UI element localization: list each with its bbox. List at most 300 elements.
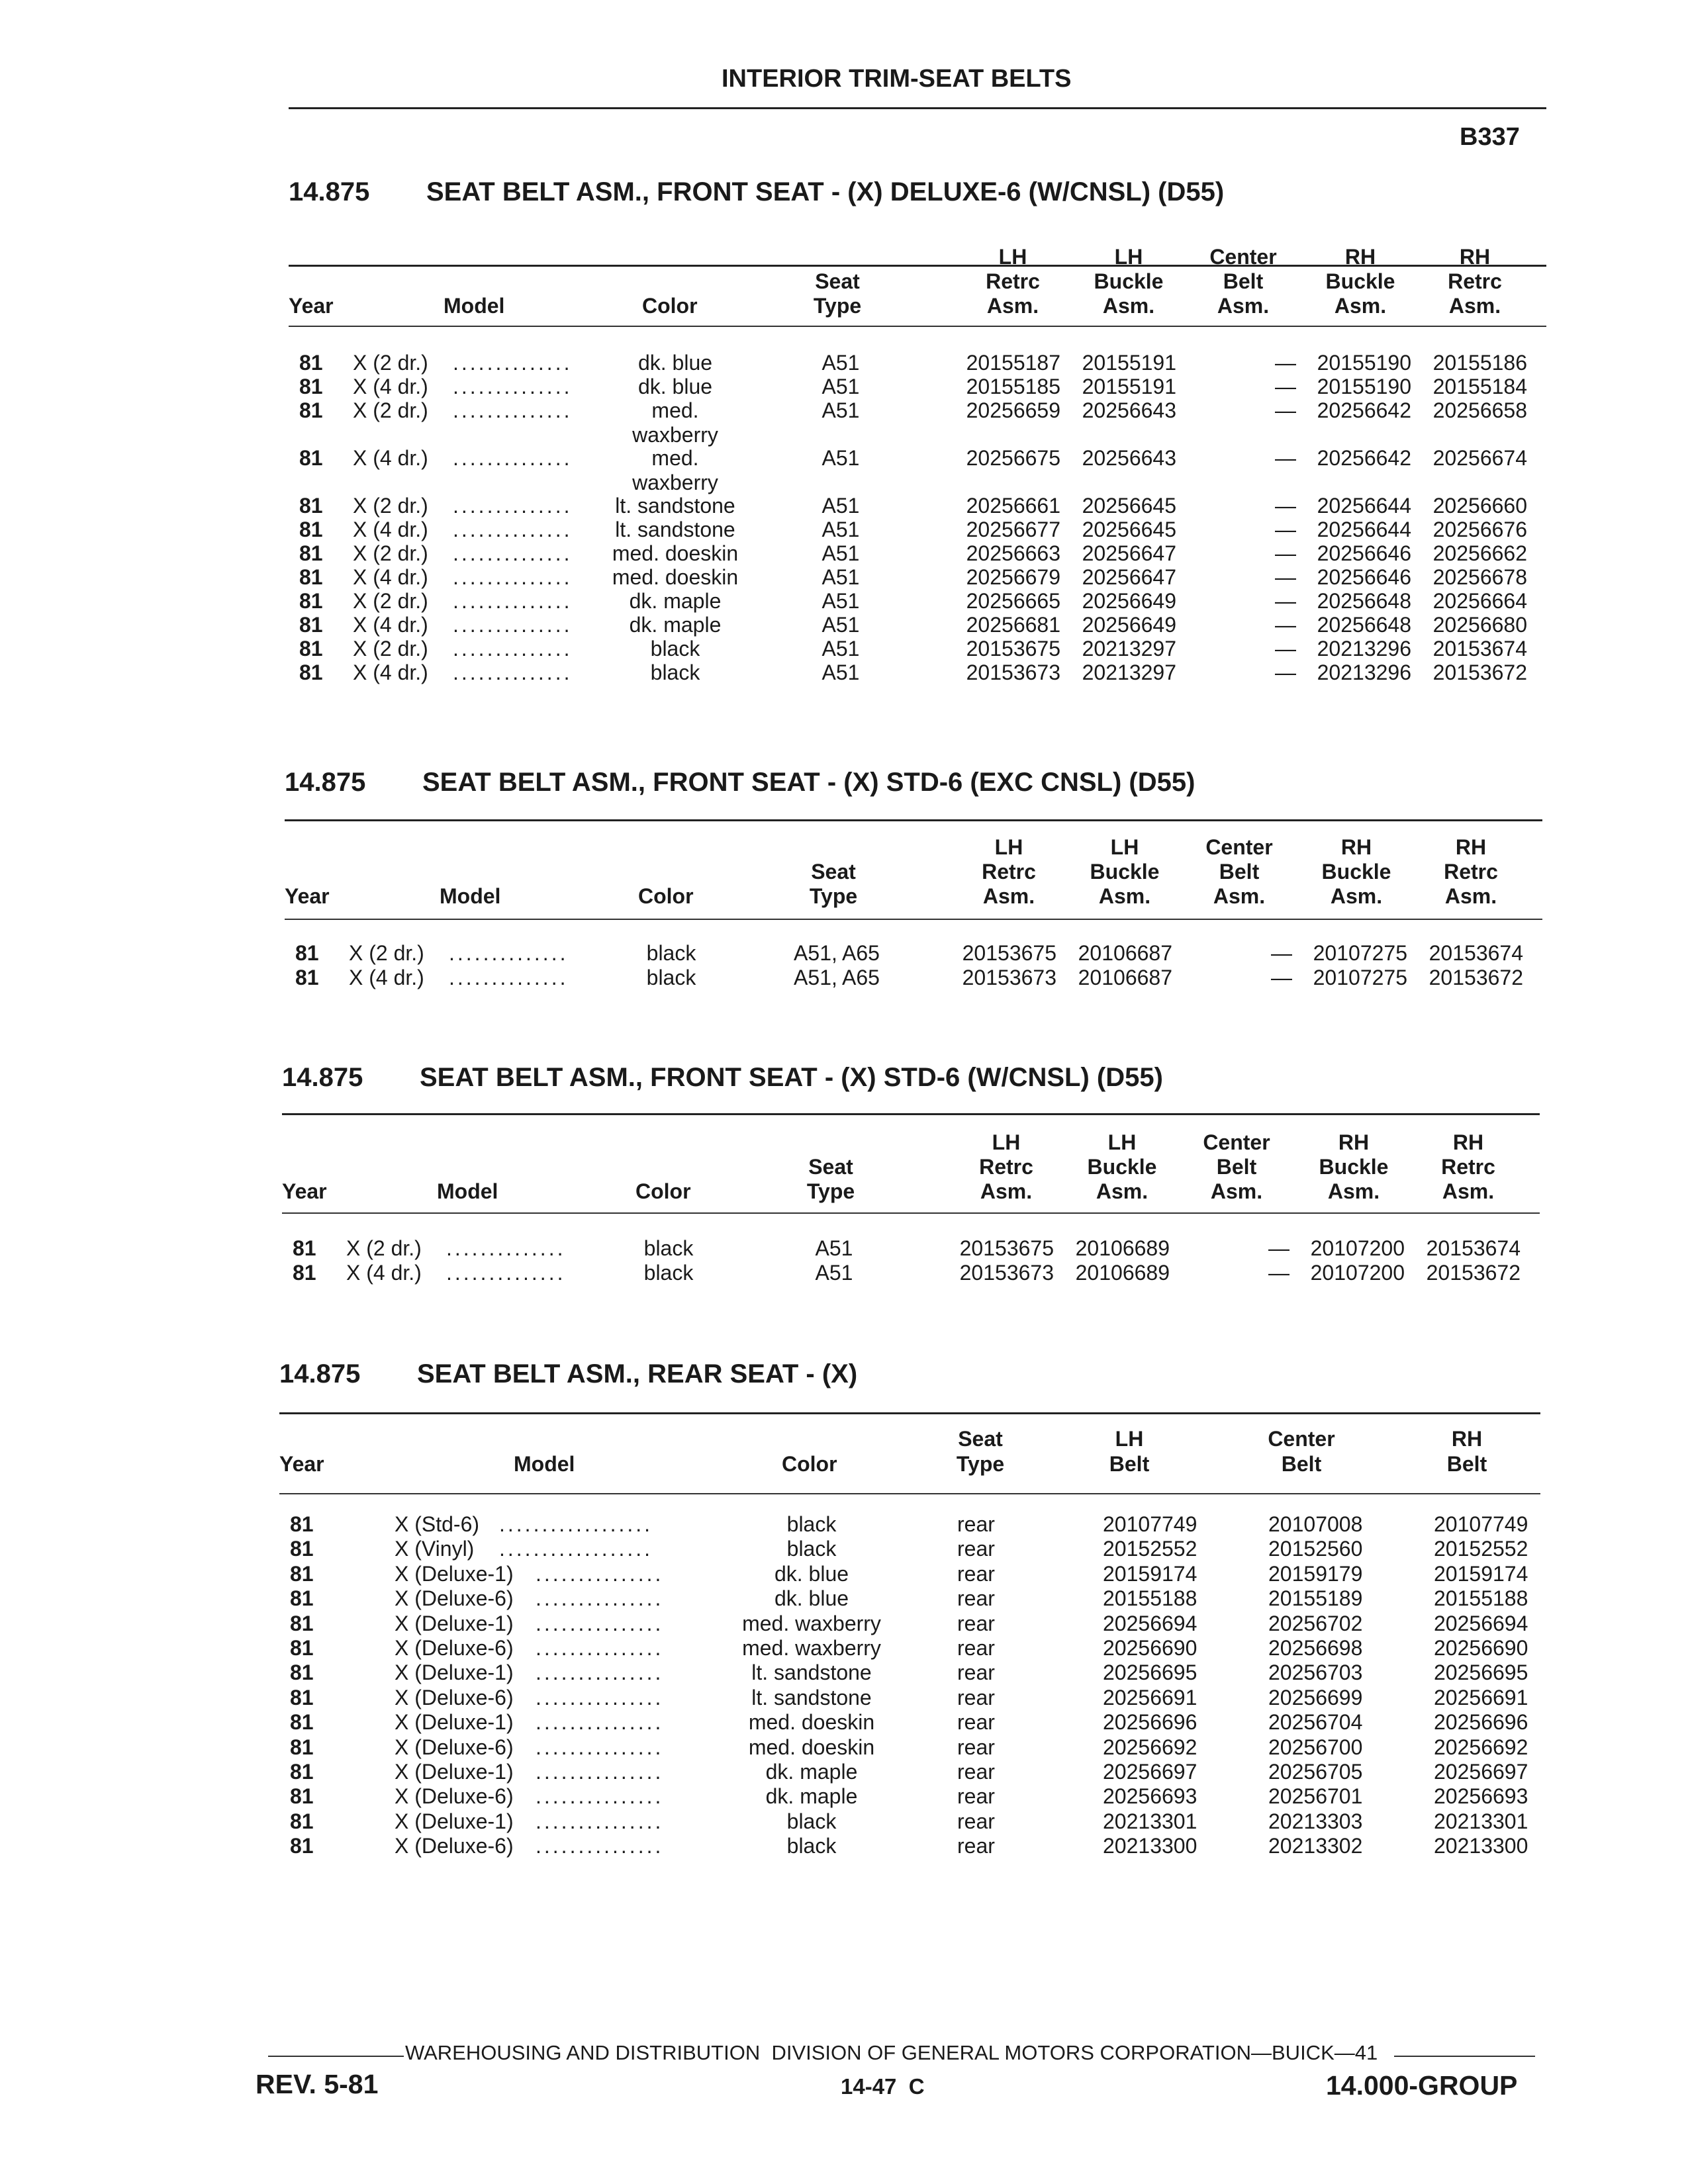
- cell-year: 81: [293, 1236, 316, 1260]
- cell-model: X (4 dr.): [353, 565, 428, 589]
- cell-year: 81: [290, 1636, 314, 1660]
- cell-lh-retrc: 20153673: [966, 660, 1060, 684]
- table-row: [0, 1710, 1688, 1735]
- cell-lh-retrc: 20153675: [962, 941, 1056, 965]
- cell-center-belt: 20256701: [1268, 1784, 1363, 1808]
- section-number: 14.875: [279, 1359, 361, 1388]
- cell-center-belt: 20256702: [1268, 1612, 1363, 1635]
- cell-rh-belt: 20256690: [1434, 1636, 1528, 1660]
- col-header-seat-type: Type: [806, 1179, 855, 1203]
- cell-color: black: [786, 1834, 837, 1858]
- cell-rh-buckle: 20256642: [1317, 446, 1411, 470]
- cell-lh-retrc: 20153673: [959, 1261, 1054, 1285]
- cell-center-belt: 20155189: [1268, 1586, 1363, 1610]
- cell-lh-retrc: 20153675: [959, 1236, 1054, 1260]
- col-header-year: Year: [285, 884, 330, 908]
- col-header-center: Asm.: [1210, 1179, 1263, 1203]
- col-header-lh-buckle: LH: [1114, 245, 1143, 269]
- section-heading: SEAT BELT ASM., FRONT SEAT - (X) STD-6 (W/CNSL) (D55): [420, 1063, 1163, 1092]
- cell-year: 81: [299, 446, 323, 470]
- cell-year: 81: [290, 1784, 314, 1808]
- col-header-center: Asm.: [1213, 884, 1266, 908]
- cell-color: dk. maple: [629, 613, 722, 637]
- cell-rh-belt: 20256693: [1434, 1784, 1528, 1808]
- col-header-lh-retrc: Retrc: [979, 1155, 1033, 1179]
- col-header-rh: Belt: [1446, 1452, 1487, 1476]
- cell-model: X (2 dr.): [353, 541, 428, 565]
- cell-model: X (2 dr.): [353, 494, 428, 518]
- col-header-rh-buckle: RH: [1344, 245, 1376, 269]
- cell-lh-belt: 20256696: [1103, 1710, 1197, 1734]
- cell-rh-buckle: 20256646: [1317, 565, 1411, 589]
- table-row: [0, 1760, 1688, 1784]
- cell-year: 81: [290, 1537, 314, 1561]
- cell-year: 81: [299, 518, 323, 541]
- cell-rh-buckle: 20107200: [1310, 1261, 1405, 1285]
- cell-model: X (4 dr.): [353, 660, 428, 684]
- cell-model: X (4 dr.): [353, 446, 428, 470]
- col-header-rh-buckle: Buckle: [1321, 860, 1391, 884]
- footer-rule-left: [268, 2056, 404, 2057]
- cell-model: X (2 dr.): [346, 1236, 422, 1260]
- cell-model: X (Deluxe-6): [395, 1686, 514, 1709]
- cell-lh-buckle: 20213297: [1082, 660, 1176, 684]
- col-header-color: Color: [635, 1179, 691, 1203]
- leader-dots: ...............: [536, 1586, 664, 1610]
- cell-center: —: [1275, 637, 1296, 660]
- col-header-year: Year: [279, 1452, 324, 1476]
- cell-lh-retrc: 20256681: [966, 613, 1060, 637]
- leader-dots: ..............: [446, 1261, 566, 1285]
- leader-dots: ..............: [453, 660, 573, 684]
- cell-rh-retrc: 20256678: [1432, 565, 1527, 589]
- leader-dots: ..................: [499, 1537, 653, 1561]
- table-row: [0, 1661, 1688, 1685]
- leader-dots: ..............: [453, 565, 573, 589]
- cell-rh-belt: 20256697: [1434, 1760, 1528, 1784]
- col-header-center: Belt: [1223, 269, 1264, 293]
- col-header-center: Belt: [1281, 1452, 1322, 1476]
- cell-seat-type: A51: [821, 351, 860, 375]
- leader-dots: ...............: [536, 1760, 664, 1784]
- cell-seat-type: A51: [815, 1261, 853, 1285]
- leader-dots: ..............: [453, 398, 573, 422]
- cell-model: X (2 dr.): [353, 637, 428, 660]
- section-title: [289, 177, 1224, 207]
- col-header-rh-retrc: Retrc: [1448, 269, 1502, 293]
- cell-rh-buckle: 20256648: [1317, 589, 1411, 613]
- cell-center-belt: 20213303: [1268, 1809, 1363, 1833]
- cell-year: 81: [299, 660, 323, 684]
- cell-lh-retrc: 20256677: [966, 518, 1060, 541]
- col-header-rh-buckle: RH: [1338, 1130, 1370, 1154]
- col-header-rh-buckle: Buckle: [1319, 1155, 1389, 1179]
- cell-color: black: [786, 1512, 837, 1536]
- cell-model: X (Deluxe-1): [395, 1760, 514, 1784]
- cell-rh-retrc: 20153674: [1426, 1236, 1521, 1260]
- cell-seat-type: A51: [821, 565, 860, 589]
- footer-division-line: WAREHOUSING AND DISTRIBUTION DIVISION OF GENERAL MOTORS CORPORATION—BUICK—41: [405, 2041, 1378, 2064]
- cell-seat-type: rear: [957, 1710, 995, 1734]
- col-header-lh-retrc: LH: [994, 835, 1023, 859]
- leader-dots: ...............: [536, 1686, 664, 1709]
- section-number: 14.875: [285, 768, 366, 797]
- col-header-lh-retrc: LH: [998, 245, 1027, 269]
- cell-model: X (Deluxe-1): [395, 1661, 514, 1684]
- leader-dots: ..............: [453, 375, 573, 398]
- cell-rh-retrc: 20153674: [1432, 637, 1527, 660]
- cell-lh-buckle: 20256647: [1082, 541, 1176, 565]
- cell-year: 81: [299, 375, 323, 398]
- table-row: [0, 1586, 1688, 1611]
- cell-lh-buckle: 20256645: [1082, 518, 1176, 541]
- col-header-lh-buckle: Asm.: [1096, 1179, 1149, 1203]
- table-row: [0, 1612, 1688, 1636]
- cell-rh-belt: 20152552: [1434, 1537, 1528, 1561]
- cell-center: —: [1275, 351, 1296, 375]
- cell-center: —: [1275, 375, 1296, 398]
- cell-center-belt: 20256703: [1268, 1661, 1363, 1684]
- leader-dots: ..............: [453, 518, 573, 541]
- table-row: [0, 375, 1688, 399]
- header-rule: [289, 107, 1546, 109]
- col-header-color: Color: [782, 1452, 837, 1476]
- cell-color: dk. maple: [629, 589, 722, 613]
- cell-color: black: [786, 1537, 837, 1561]
- col-header-center: Center: [1268, 1427, 1335, 1451]
- table-row: [0, 494, 1688, 518]
- cell-center: —: [1275, 660, 1296, 684]
- cell-year: 81: [290, 1661, 314, 1684]
- cell-color: black: [650, 637, 700, 660]
- leader-dots: ..............: [453, 637, 573, 660]
- cell-color: black: [646, 966, 696, 989]
- cell-center-belt: 20256705: [1268, 1760, 1363, 1784]
- col-header-lh-retrc: Retrc: [986, 269, 1040, 293]
- cell-model: X (4 dr.): [346, 1261, 422, 1285]
- cell-rh-belt: 20159174: [1434, 1562, 1528, 1586]
- leader-dots: ..............: [453, 446, 573, 470]
- col-header-lh-retrc: Asm.: [982, 884, 1035, 908]
- leader-dots: ..............: [453, 494, 573, 518]
- cell-rh-belt: 20256695: [1434, 1661, 1528, 1684]
- cell-lh-belt: 20155188: [1103, 1586, 1197, 1610]
- cell-lh-buckle: 20106689: [1075, 1236, 1170, 1260]
- cell-color: lt. sandstone: [615, 518, 735, 541]
- leader-dots: ..............: [453, 351, 573, 375]
- cell-seat-type: A51: [821, 446, 860, 470]
- cell-model: X (2 dr.): [353, 398, 428, 422]
- col-header-year: Year: [289, 294, 334, 318]
- cell-model: X (4 dr.): [349, 966, 424, 989]
- col-header-rh-buckle: Asm.: [1334, 294, 1387, 318]
- cell-year: 81: [299, 351, 323, 375]
- cell-color: med. doeskin: [612, 565, 739, 589]
- leader-dots: ..............: [449, 966, 569, 989]
- cell-color: black: [643, 1261, 694, 1285]
- cell-center: —: [1268, 1236, 1289, 1260]
- footer-group: 14.000-GROUP: [1326, 2070, 1518, 2101]
- cell-model: X (2 dr.): [353, 351, 428, 375]
- cell-year: 81: [290, 1512, 314, 1536]
- cell-year: 81: [299, 565, 323, 589]
- cell-year: 81: [295, 966, 319, 989]
- col-header-center: Center: [1209, 245, 1277, 269]
- cell-center: —: [1275, 589, 1296, 613]
- cell-center: —: [1271, 966, 1292, 989]
- cell-lh-belt: 20213300: [1103, 1834, 1197, 1858]
- cell-lh-belt: 20256695: [1103, 1661, 1197, 1684]
- cell-color: lt. sandstone: [615, 494, 735, 518]
- section-top-rule: [279, 1412, 1540, 1414]
- header-bottom-rule: [285, 919, 1542, 920]
- cell-lh-belt: 20107749: [1103, 1512, 1197, 1536]
- leader-dots: ...............: [536, 1784, 664, 1808]
- col-header-model: Model: [437, 1179, 498, 1203]
- footer-page-number: 14-47 C: [841, 2074, 925, 2099]
- cell-lh-retrc: 20155185: [966, 375, 1060, 398]
- leader-dots: ...............: [536, 1735, 664, 1759]
- col-header-lh-buckle: Buckle: [1087, 1155, 1157, 1179]
- footer-rule-right: [1394, 2056, 1535, 2057]
- cell-color: med. waxberry: [742, 1612, 881, 1635]
- cell-lh-buckle: 20106687: [1078, 941, 1172, 965]
- cell-model: X (2 dr.): [349, 941, 424, 965]
- cell-lh-retrc: 20256679: [966, 565, 1060, 589]
- cell-color: dk. blue: [774, 1562, 849, 1586]
- cell-rh-buckle: 20107200: [1310, 1236, 1405, 1260]
- cell-center: —: [1275, 518, 1296, 541]
- cell-model: X (Vinyl): [395, 1537, 475, 1561]
- table-row: [0, 1537, 1688, 1561]
- col-header-center: Belt: [1216, 1155, 1257, 1179]
- cell-color-line2: waxberry: [632, 471, 718, 494]
- col-header-lh-buckle: Asm.: [1102, 294, 1155, 318]
- col-header-center: Asm.: [1217, 294, 1270, 318]
- table-row: [0, 966, 1688, 990]
- section-top-rule: [282, 1113, 1540, 1115]
- leader-dots: ..............: [449, 941, 569, 965]
- cell-seat-type: rear: [957, 1686, 995, 1709]
- cell-lh-buckle: 20213297: [1082, 637, 1176, 660]
- cell-lh-belt: 20159174: [1103, 1562, 1197, 1586]
- cell-center-belt: 20213302: [1268, 1834, 1363, 1858]
- cell-seat-type: rear: [957, 1784, 995, 1808]
- cell-center-belt: 20256698: [1268, 1636, 1363, 1660]
- cell-rh-retrc: 20256664: [1432, 589, 1527, 613]
- col-header-color: Color: [638, 884, 694, 908]
- cell-color: dk. blue: [774, 1586, 849, 1610]
- cell-rh-retrc: 20256674: [1432, 446, 1527, 470]
- col-header-rh-buckle: RH: [1340, 835, 1372, 859]
- table-row: [0, 1512, 1688, 1537]
- cell-rh-retrc: 20256660: [1432, 494, 1527, 518]
- leader-dots: ...............: [536, 1834, 664, 1858]
- cell-seat-type: rear: [957, 1537, 995, 1561]
- col-header-rh-retrc: RH: [1459, 245, 1491, 269]
- cell-lh-buckle: 20256649: [1082, 613, 1176, 637]
- cell-seat-type: rear: [957, 1612, 995, 1635]
- section-title: [285, 768, 1195, 797]
- cell-lh-buckle: 20106687: [1078, 966, 1172, 989]
- cell-rh-retrc: 20153674: [1429, 941, 1523, 965]
- col-header-lh-buckle: LH: [1107, 1130, 1137, 1154]
- cell-model: X (Deluxe-1): [395, 1809, 514, 1833]
- cell-lh-buckle: 20256643: [1082, 446, 1176, 470]
- cell-color: black: [650, 660, 700, 684]
- table-row: [0, 351, 1688, 375]
- col-header-seat-type: Seat: [811, 860, 856, 884]
- table-row: [0, 565, 1688, 590]
- cell-color: black: [646, 941, 696, 965]
- table-row: [0, 446, 1688, 494]
- cell-year: 81: [290, 1586, 314, 1610]
- cell-color: black: [643, 1236, 694, 1260]
- col-header-model: Model: [444, 294, 505, 318]
- cell-rh-buckle: 20256642: [1317, 398, 1411, 422]
- header-bottom-rule: [282, 1212, 1540, 1214]
- cell-lh-retrc: 20155187: [966, 351, 1060, 375]
- leader-dots: ..............: [453, 589, 573, 613]
- table-row: [0, 1686, 1688, 1710]
- cell-rh-retrc: 20155184: [1432, 375, 1527, 398]
- leader-dots: ..............: [446, 1236, 566, 1260]
- cell-year: 81: [290, 1735, 314, 1759]
- col-header-lh-buckle: Buckle: [1094, 269, 1164, 293]
- cell-seat-type: A51, A65: [794, 941, 880, 965]
- cell-year: 81: [299, 541, 323, 565]
- cell-rh-belt: 20256691: [1434, 1686, 1528, 1709]
- cell-color: lt. sandstone: [751, 1686, 872, 1709]
- cell-year: 81: [299, 494, 323, 518]
- cell-rh-retrc: 20153672: [1426, 1261, 1521, 1285]
- col-header-rh-retrc: RH: [1452, 1130, 1484, 1154]
- leader-dots: ..................: [499, 1512, 653, 1536]
- cell-lh-retrc: 20256659: [966, 398, 1060, 422]
- cell-seat-type: A51: [821, 637, 860, 660]
- cell-model: X (2 dr.): [353, 589, 428, 613]
- table-row: [0, 1784, 1688, 1809]
- col-header-color: Color: [642, 294, 698, 318]
- cell-rh-buckle: 20213296: [1317, 660, 1411, 684]
- cell-rh-buckle: 20107275: [1313, 966, 1407, 989]
- section-number: 14.875: [289, 177, 370, 206]
- cell-lh-belt: 20256693: [1103, 1784, 1197, 1808]
- cell-rh-retrc: 20153672: [1432, 660, 1527, 684]
- leader-dots: ...............: [536, 1636, 664, 1660]
- cell-year: 81: [299, 613, 323, 637]
- col-header-lh-buckle: Asm.: [1098, 884, 1151, 908]
- cell-color: med. doeskin: [748, 1735, 875, 1759]
- leader-dots: ...............: [536, 1710, 664, 1734]
- col-header-model: Model: [514, 1452, 575, 1476]
- cell-center: —: [1271, 941, 1292, 965]
- cell-model: X (Std-6): [395, 1512, 480, 1536]
- cell-color: dk. blue: [637, 351, 713, 375]
- col-header-seat-type: Seat: [958, 1427, 1003, 1451]
- table-row: [0, 941, 1688, 966]
- cell-seat-type: A51: [821, 375, 860, 398]
- cell-model: X (4 dr.): [353, 375, 428, 398]
- leader-dots: ..............: [453, 541, 573, 565]
- cell-year: 81: [299, 398, 323, 422]
- page-code: B337: [1460, 123, 1520, 151]
- col-header-rh-buckle: Asm.: [1327, 1179, 1380, 1203]
- cell-year: 81: [290, 1809, 314, 1833]
- cell-color: dk. maple: [765, 1760, 858, 1784]
- cell-rh-buckle: 20256644: [1317, 494, 1411, 518]
- cell-color: dk. blue: [637, 375, 713, 398]
- section-heading: SEAT BELT ASM., FRONT SEAT - (X) STD-6 (EXC CNSL) (D55): [422, 768, 1196, 797]
- cell-model: X (Deluxe-1): [395, 1710, 514, 1734]
- cell-seat-type: rear: [957, 1512, 995, 1536]
- cell-color: med. doeskin: [748, 1710, 875, 1734]
- cell-year: 81: [290, 1686, 314, 1709]
- col-header-lh-retrc: Retrc: [982, 860, 1036, 884]
- cell-seat-type: A51: [821, 660, 860, 684]
- cell-seat-type: A51: [821, 494, 860, 518]
- col-header-rh-retrc: Asm.: [1442, 1179, 1495, 1203]
- cell-lh-belt: 20256694: [1103, 1612, 1197, 1635]
- cell-year: 81: [290, 1834, 314, 1858]
- cell-year: 81: [290, 1710, 314, 1734]
- col-header-seat-type: Type: [813, 294, 862, 318]
- col-header-center: Center: [1203, 1130, 1270, 1154]
- cell-year: 81: [293, 1261, 316, 1285]
- col-header-rh-buckle: Buckle: [1325, 269, 1395, 293]
- col-header-model: Model: [440, 884, 501, 908]
- col-header-rh-retrc: Retrc: [1444, 860, 1498, 884]
- table-row: [0, 518, 1688, 542]
- leader-dots: ...............: [536, 1661, 664, 1684]
- cell-lh-buckle: 20106689: [1075, 1261, 1170, 1285]
- cell-seat-type: rear: [957, 1834, 995, 1858]
- cell-center-belt: 20256704: [1268, 1710, 1363, 1734]
- cell-seat-type: A51: [821, 541, 860, 565]
- cell-model: X (Deluxe-6): [395, 1636, 514, 1660]
- cell-center: —: [1275, 565, 1296, 589]
- cell-rh-buckle: 20155190: [1317, 375, 1411, 398]
- section-heading: SEAT BELT ASM., REAR SEAT - (X): [417, 1359, 858, 1388]
- col-header-rh: RH: [1451, 1427, 1483, 1451]
- cell-lh-belt: 20256692: [1103, 1735, 1197, 1759]
- col-header-rh-retrc: Asm.: [1448, 294, 1501, 318]
- table-row: [0, 1636, 1688, 1661]
- cell-lh-buckle: 20155191: [1082, 375, 1176, 398]
- cell-center-belt: 20256699: [1268, 1686, 1363, 1709]
- cell-seat-type: A51: [815, 1236, 853, 1260]
- cell-lh-buckle: 20256647: [1082, 565, 1176, 589]
- table-row: [0, 589, 1688, 614]
- col-header-lh-buckle: Buckle: [1090, 860, 1160, 884]
- cell-seat-type: A51: [821, 398, 860, 422]
- table-row: [0, 660, 1688, 685]
- cell-year: 81: [299, 637, 323, 660]
- cell-seat-type: A51: [821, 589, 860, 613]
- cell-lh-belt: 20152552: [1103, 1537, 1197, 1561]
- cell-center: —: [1275, 446, 1296, 470]
- cell-rh-belt: 20256692: [1434, 1735, 1528, 1759]
- section-heading: SEAT BELT ASM., FRONT SEAT - (X) DELUXE-6 (W/CNSL) (D55): [426, 177, 1225, 206]
- cell-rh-belt: 20256696: [1434, 1710, 1528, 1734]
- table-row: [0, 1809, 1688, 1834]
- cell-lh-retrc: 20153673: [962, 966, 1056, 989]
- cell-color: dk. maple: [765, 1784, 858, 1808]
- col-header-center: Belt: [1219, 860, 1260, 884]
- cell-center-belt: 20152560: [1268, 1537, 1363, 1561]
- cell-center-belt: 20256700: [1268, 1735, 1363, 1759]
- cell-rh-retrc: 20256680: [1432, 613, 1527, 637]
